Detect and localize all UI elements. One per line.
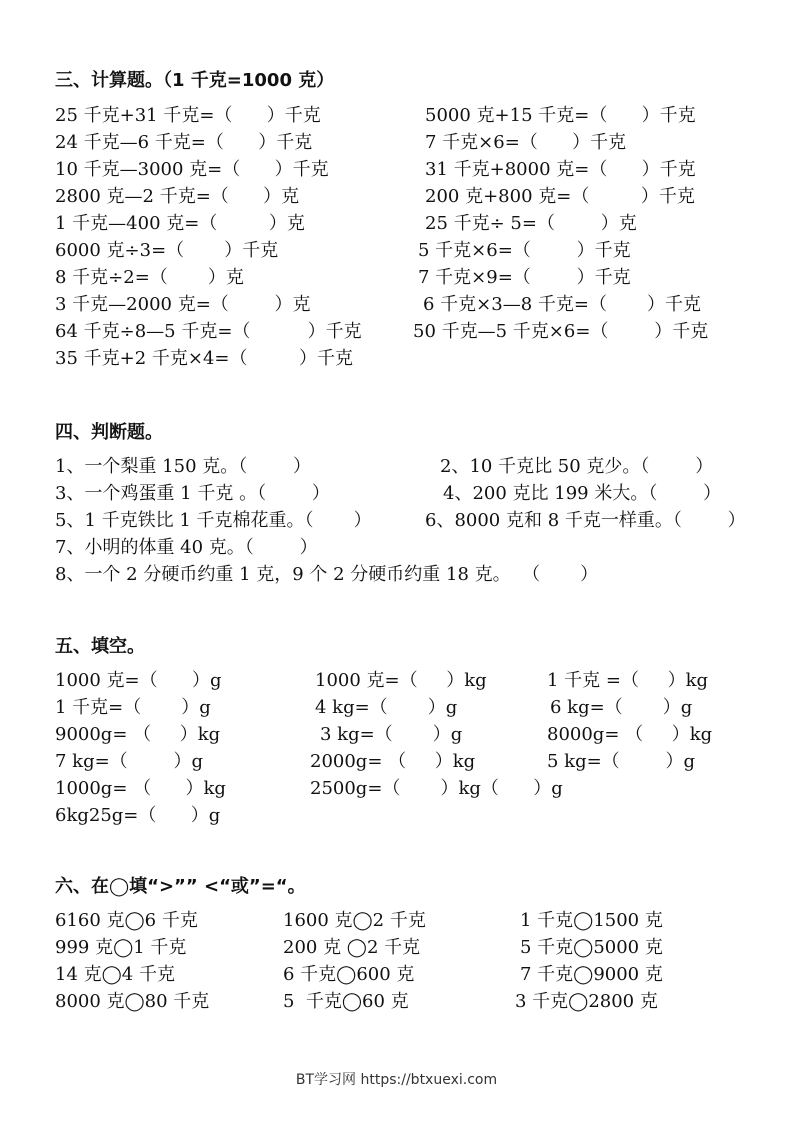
compare-r3-c2: 6 千克◯600 克 (283, 964, 415, 985)
calc-left-9: 64 千克÷8—5 千克=（ ）千克 (55, 321, 362, 342)
calc-right-1: 5000 克+15 千克=（ ）千克 (425, 105, 696, 126)
fill-r1-c2: 1000 克=（ ）kg (315, 670, 487, 691)
fill-r5-c2: 2500g=（ ）kg（ ）g (310, 778, 563, 799)
judge-item-6: 6、8000 克和 8 千克一样重。（ ） (425, 510, 746, 531)
fill-r2-c1: 1 千克=（ ）g (55, 697, 211, 718)
footer-watermark: BT学习网 https://btxuexi.com (295, 1072, 498, 1088)
compare-r4-c2: 5 千克◯60 克 (283, 991, 409, 1012)
section-5-heading: 五、填空。 (55, 636, 145, 657)
calc-left-5: 1 千克—400 克=（ ）克 (55, 213, 305, 234)
fill-r4-c2: 2000g= （ ）kg (310, 751, 476, 772)
fill-r5-c1: 1000g= （ ）kg (55, 778, 226, 799)
calc-right-8: 6 千克×3—8 千克=（ ）千克 (423, 294, 702, 315)
judge-item-8: 8、一个 2 分硬币约重 1 克，9 个 2 分硬币约重 18 克。 （ ） (55, 564, 599, 585)
fill-r1-c3: 1 千克 =（ ）kg (547, 670, 709, 691)
calc-left-10: 35 千克+2 千克×4=（ ）千克 (55, 348, 353, 369)
compare-r2-c2: 200 克 ◯2 千克 (283, 937, 421, 958)
calc-right-2: 7 千克×6=（ ）千克 (425, 132, 627, 153)
calc-right-6: 5 千克×6=（ ）千克 (418, 240, 631, 261)
calc-right-5: 25 千克÷ 5=（ ）克 (425, 213, 637, 234)
fill-r6-c1: 6kg25g=（ ）g (55, 805, 221, 826)
calc-left-4: 2800 克—2 千克=（ ）克 (55, 186, 300, 207)
judge-item-3: 3、一个鸡蛋重 1 千克 。（ ） (55, 483, 330, 504)
compare-r2-c3: 5 千克◯5000 克 (520, 937, 663, 958)
judge-item-5: 5、1 千克铁比 1 千克棉花重。（ ） (55, 510, 372, 531)
compare-r4-c3: 3 千克◯2800 克 (515, 991, 658, 1012)
compare-r3-c3: 7 千克◯9000 克 (520, 964, 663, 985)
calc-right-4: 200 克+800 克=（ ）千克 (425, 186, 695, 207)
fill-r3-c3: 8000g= （ ）kg (547, 724, 713, 745)
judge-item-2: 2、10 千克比 50 克少。（ ） (440, 456, 714, 477)
fill-r3-c1: 9000g= （ ）kg (55, 724, 221, 745)
calc-left-3: 10 千克—3000 克=（ ）千克 (55, 159, 329, 180)
compare-r1-c3: 1 千克◯1500 克 (520, 910, 663, 931)
calc-right-7: 7 千克×9=（ ）千克 (418, 267, 631, 288)
judge-item-1: 1、一个梨重 150 克。（ ） (55, 456, 312, 477)
fill-r4-c1: 7 kg=（ ）g (55, 751, 203, 772)
calc-right-3: 31 千克+8000 克=（ ）千克 (425, 159, 696, 180)
fill-r4-c3: 5 kg=（ ）g (547, 751, 695, 772)
calc-right-9: 50 千克—5 千克×6=（ ）千克 (413, 321, 709, 342)
section-3-heading: 三、计算题。（1 千克=1000 克） (55, 70, 335, 91)
compare-r4-c1: 8000 克◯80 千克 (55, 991, 210, 1012)
calc-left-1: 25 千克+31 千克=（ ）千克 (55, 105, 321, 126)
calc-left-2: 24 千克—6 千克=（ ）千克 (55, 132, 313, 153)
fill-r2-c3: 6 kg=（ ）g (550, 697, 693, 718)
calc-left-6: 6000 克÷3=（ ）千克 (55, 240, 279, 261)
fill-r1-c1: 1000 克=（ ）g (55, 670, 222, 691)
section-6-heading: 六、在◯填“>”” <“或”=“。 (55, 876, 306, 897)
fill-r3-c2: 3 kg=（ ）g (320, 724, 463, 745)
compare-r2-c1: 999 克◯1 千克 (55, 937, 187, 958)
judge-item-7: 7、小明的体重 40 克。（ ） (55, 537, 318, 558)
fill-r2-c2: 4 kg=（ ）g (315, 697, 458, 718)
calc-left-8: 3 千克—2000 克=（ ）克 (55, 294, 311, 315)
compare-r3-c1: 14 克◯4 千克 (55, 964, 175, 985)
calc-left-7: 8 千克÷2=（ ）克 (55, 267, 244, 288)
judge-item-4: 4、200 克比 199 米大。（ ） (443, 483, 722, 504)
compare-r1-c2: 1600 克◯2 千克 (283, 910, 426, 931)
compare-r1-c1: 6160 克◯6 千克 (55, 910, 198, 931)
section-4-heading: 四、判断题。 (55, 422, 163, 443)
